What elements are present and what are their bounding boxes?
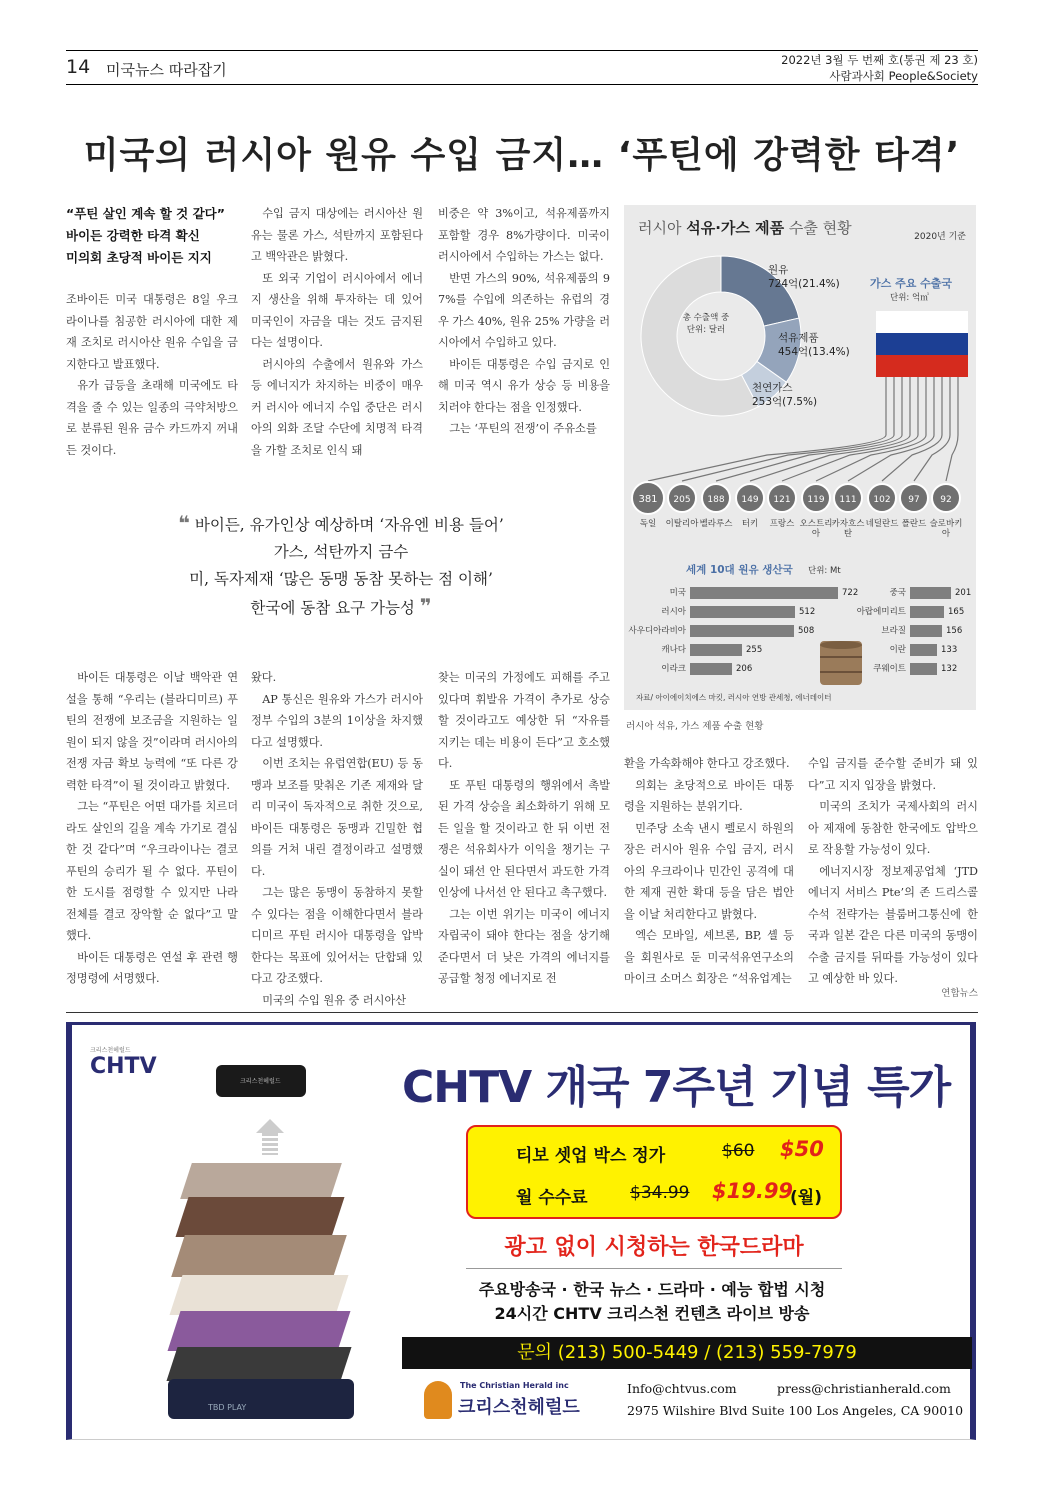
oil-value-label: 255 [746, 645, 763, 655]
oil-country-label: 쿠웨이트 [873, 664, 906, 674]
gas-export-country: 슬로바키아 [929, 519, 963, 539]
paragraph: 반면 가스의 90%, 석유제품의 97%를 수입에 의존하는 유럽의 경우 가스 40%, 원유 25% 가량을 러시아에서 수입하고 있다. [438, 271, 610, 349]
gas-export-title: 가스 주요 수출국 [870, 277, 953, 290]
oil-country-label: 미국 [669, 588, 686, 598]
slice-label-crude: 원유 724억(21.4%) [768, 264, 840, 290]
oil-country-label: 러시아 [661, 607, 686, 617]
oil-country-label: 사우디아라비아 [628, 626, 686, 636]
paragraph: 그는 “푸틴은 어떤 대가를 치르더라도 살인의 길을 계속 가기로 결심한 것 같다”며 “우크라이나는 결코 푸틴의 승리가 될 수 없다. 푸틴이 한 도시를 점령할 수 있지만 나라 전체를 결코 장악할 순 없다”고 말했다. [66, 800, 238, 942]
oil-value-label: 512 [799, 607, 816, 617]
connector-line [848, 377, 934, 481]
headline: 미국의 러시아 원유 수입 금지… ‘푸틴에 강력한 타격’ [83, 135, 961, 176]
oil-bar [910, 625, 942, 637]
christian-herald-logo: The Christian Herald inc 크리스천헤럴드 [424, 1377, 614, 1427]
article-column-2-top [251, 203, 423, 461]
paragraph: 환을 가속화해야 한다고 강조했다. [624, 757, 790, 770]
slice-label-gas: 천연가스 253억(7.5%) [752, 382, 818, 408]
gas-export-country: 벨라루스 [699, 519, 733, 529]
gas-export-value: 205 [667, 483, 697, 513]
paragraph: 그는 많은 동맹이 동참하지 못할 수 있다는 점을 이해한다면서 블라디미르 푸틴 러시아 대통령을 압박한다는 목표에 있어서는 단합돼 있다고 강조했다. [251, 886, 423, 985]
oil-bar [690, 663, 732, 675]
herald-logo-icon [424, 1381, 452, 1419]
paragraph: 민주당 소속 낸시 펠로시 하원의장은 러시아 원유 수입 금지, 러시아의 우크라이나 민간인 공격에 대한 제재 권한 확대 등을 담은 법안을 이날 처리한다고 밝혔다. [624, 821, 794, 921]
settop-box-image: 크리스천헤럴드 [216, 1065, 306, 1097]
pull-quote-line: 미, 독자제재 ‘많은 동맹 동참 못하는 점 이해’ [189, 570, 493, 588]
slice-label-products: 석유제품 454억(13.4%) [778, 332, 850, 358]
paragraph: 수입 금지를 준수할 준비가 돼 있다”고 지지 입장을 밝혔다. [808, 757, 978, 792]
ad-description-1: 주요방송국 · 한국 뉴스 · 드라마 · 예능 합법 시청 [478, 1280, 826, 1299]
subhead: 미의회 초당적 바이든 지지 [66, 250, 212, 265]
gas-export-country: 오스트리아 [799, 519, 833, 539]
infographic-title: 러시아 석유·가스 제품 수출 현황 [638, 219, 852, 237]
quote-open-icon: ❝ [178, 511, 190, 535]
gas-export-value: 188 [701, 483, 731, 513]
paragraph: 의회는 초당적으로 바이든 대통령을 지원하는 분위기다. [624, 778, 794, 813]
paragraph: 바이든 대통령은 수입 금지로 인해 미국 역시 유가 상승 등 비용을 치러야 한다는 점을 인정했다. [438, 357, 610, 414]
email-info[interactable]: Info@chtvus.com [627, 1381, 737, 1396]
subhead: 바이든 강력한 타격 확신 [66, 228, 200, 243]
header-rule-bottom [66, 84, 978, 85]
email-press[interactable]: press@christianherald.com [777, 1381, 951, 1396]
gas-export-value: 97 [899, 483, 929, 513]
paragraph: 엑슨 모바일, 셰브론, BP, 셸 등을 회원사로 둔 미국석유연구소의 마이크 소머스 회장은 “석유업계는 [624, 929, 794, 985]
article-column-3-top [438, 203, 610, 440]
advertisement[interactable] [66, 1022, 976, 1440]
drama-stack-image: TBD PLAY [168, 1163, 368, 1423]
gas-export-value: 92 [931, 483, 961, 513]
issue-info: 2022년 3월 두 번째 호(통권 제 23 호) [781, 53, 978, 67]
gas-export-country: 프랑스 [769, 519, 795, 529]
paragraph: 러시아의 수출에서 원유와 가스 등 에너지가 차지하는 비중이 매우 커 러시아 에너지 수입 중단은 러시아의 외화 조달 수단에 치명적 타격을 가할 조치로 인식 돼 [251, 357, 423, 457]
gas-export-value: 381 [631, 481, 665, 515]
ad-title: CHTV 개국 7주년 기념 특가 [402, 1062, 951, 1113]
gas-export-country: 네덜란드 [865, 519, 899, 529]
arrow-up-icon [256, 1119, 284, 1133]
oil-bar [910, 663, 937, 675]
infographic-caption: 러시아 석유, 가스 제품 수출 현황 [626, 721, 764, 732]
article-column-5-bottom [808, 753, 978, 990]
oil-value-label: 508 [798, 626, 815, 636]
oil-bar [910, 644, 937, 656]
paragraph: 또 푸틴 대통령의 행위에서 촉발된 가격 상승을 최소화하기 위해 모든 일을 할 것이라고 한 뒤 이번 전쟁은 석유회사가 이익을 챙기는 구실이 돼선 안 된다면서 과도한 가격 인상에 나서선 안 된다고 촉구했다. [438, 778, 610, 899]
paragraphs [66, 289, 238, 461]
article-column-2-bottom [251, 667, 423, 1011]
oil-country-label: 이라크 [661, 664, 686, 674]
article-column-3-bottom [438, 667, 610, 990]
paragraph: 왔다. [251, 671, 277, 684]
oil-barrel-icon [820, 641, 862, 685]
oil-bar [690, 644, 742, 656]
pull-quote-line: 한국에 동참 요구 가능성 [250, 599, 415, 617]
donut-center-label: 총 수출액 중 단위: 달러 [682, 313, 730, 335]
russian-flag-icon [876, 311, 968, 377]
oil-value-label: 156 [946, 626, 963, 636]
gas-export-country: 독일 [639, 519, 657, 529]
gas-export-value: 119 [801, 483, 831, 513]
oil-value-label: 206 [736, 664, 753, 674]
paragraph: 또 외국 기업이 러시아에서 에너지 생산을 위해 투자하는 데 있어 미국인이 자금을 대는 것도 금지된다는 설명이다. [251, 271, 423, 349]
oil-producers-title: 세계 10대 원유 생산국 [686, 564, 793, 576]
connector-line [946, 377, 958, 481]
paragraph: 찾는 미국의 가정에도 피해를 주고 있다며 휘발유 가격이 추가로 상승할 것이라고도 예상한 뒤 “자유를 지키는 데는 비용이 든다”고 호소했다. [438, 671, 610, 770]
oil-country-label: 이란 [889, 645, 906, 655]
oil-country-label: 브라질 [881, 626, 906, 636]
gas-export-unit: 단위: 억㎥ [890, 293, 929, 303]
pull-quote [66, 510, 616, 622]
ad-drama-tagline: 광고 없이 시청하는 한국드라마 [504, 1235, 804, 1260]
paragraph: 미국의 조치가 국제사회의 러시아 제재에 동참한 한국에도 압박으로 작용할 가능성이 있다. [808, 800, 978, 856]
byline: 연합뉴스 [941, 988, 978, 999]
ad-address: 2975 Wilshire Blvd Suite 100 Los Angeles, CA 90010 [627, 1403, 964, 1418]
article-column-1-top [66, 203, 238, 461]
oil-bar [690, 606, 795, 618]
chtv-logo: 크리스천헤럴드 CHTV [90, 1047, 157, 1079]
paragraph: 유가 급등을 초래해 미국에도 타격을 줄 수 있는 일종의 극약처방으로 분류된 원유 금수 카드까지 꺼내든 것이다. [66, 379, 238, 457]
oil-value-label: 722 [842, 588, 859, 598]
connector-line [882, 377, 942, 481]
paragraph: 이번 조치는 유럽연합(EU) 등 동맹과 보조를 맞춰온 기존 제재와 달리 미국이 독자적으로 취한 것으로, 바이든 대통령은 동맹과 긴밀한 협의를 거쳐 내린 결정이라고 설명했다. [251, 757, 423, 878]
ad-phone-bar[interactable]: 문의 (213) 500-5449 / (213) 559-7979 [402, 1337, 972, 1369]
gas-export-country: 이탈리아 [665, 519, 699, 529]
paragraph: 미국의 수입 원유 중 러시아산 [262, 993, 407, 1007]
infographic-source: 자료/ 아이에이치에스 마킷, 러시아 연방 관세청, 에너데이터 [636, 693, 832, 702]
ad-description-2: 24시간 CHTV 크리스천 컨텐츠 라이브 방송 [494, 1304, 810, 1323]
pull-quote-line: 가스, 석탄까지 금수 [273, 543, 409, 561]
gas-export-value: 149 [735, 483, 765, 513]
gas-export-value: 121 [767, 483, 797, 513]
gas-export-value: 111 [833, 483, 863, 513]
oil-bar [690, 587, 838, 599]
oil-value-label: 165 [948, 607, 965, 617]
price-box: 티보 셋업 박스 정가 $60 $50 월 수수료 $34.99 $19.99 (월) [466, 1125, 842, 1219]
gas-export-country: 카자흐스탄 [831, 519, 865, 539]
gas-export-country: 터키 [741, 519, 759, 529]
infographic [624, 205, 976, 710]
oil-bar [690, 625, 794, 637]
gas-export-value: 102 [867, 483, 897, 513]
paragraph: AP 통신은 원유와 가스가 러시아 정부 수입의 3분의 1이상을 차지했다고 설명했다. [251, 692, 423, 749]
paragraph: 조바이든 미국 대통령은 8일 우크라이나를 침공한 러시아에 대한 제재 조치로 러시아산 원유 수입을 금지한다고 발표했다. [66, 293, 238, 371]
page-number: 14 [66, 56, 91, 78]
article-column-1-bottom [66, 667, 238, 990]
oil-value-label: 133 [941, 645, 958, 655]
paragraph: 비중은 약 3%이고, 석유제품까지 포함할 경우 8%가량이다. 미국이 러시아에서 수입하는 가스는 없다. [438, 207, 610, 263]
oil-producers-unit: 단위: Mt [808, 566, 841, 576]
gas-export-connector-lines [624, 375, 976, 485]
paragraph: 바이든 대통령은 연설 후 관련 행정명령에 서명했다. [66, 950, 238, 985]
oil-bar [910, 606, 944, 618]
oil-bar [910, 587, 951, 599]
paragraph: 바이든 대통령은 이날 백악관 연설을 통해 “우리는 (블라디미르) 푸틴의 전쟁에 보조금을 지원하는 일원이 되지 않을 것”이라며 러시아의 전쟁 자금 확보 능력에 “또 다른 강력한 타격”이 될 것이라고 밝혔다. [66, 671, 238, 792]
ad-divider [466, 1268, 842, 1269]
arrow-stem [262, 1133, 278, 1155]
connector-line [914, 377, 950, 481]
quote-close-icon: ❞ [419, 594, 432, 618]
paragraph: 에너지시장 정보제공업체 ‘JTD 에너지 서비스 Pte’의 존 드리스콜 수석 전략가는 블룸버그통신에 한국과 일본 같은 다른 미국의 동맹이 수출 금지를 뒤따를 가능성이 있다고 예상한 바 있다. [808, 864, 978, 985]
connector-line [682, 377, 894, 481]
header-rule-top [66, 50, 978, 51]
article-column-4-bottom [624, 753, 794, 990]
subhead-list [66, 203, 238, 269]
subhead: “푸틴 살인 계속 할 것 같다” [66, 206, 225, 221]
year-note: 2020년 기준 [914, 232, 966, 242]
gas-export-country: 폴란드 [901, 519, 927, 529]
oil-country-label: 아랍에미리트 [856, 607, 906, 617]
paragraph: 그는 ‘푸틴의 전쟁’이 주유소를 [449, 422, 597, 435]
publication-name: 사람과사회 People&Society [829, 69, 978, 83]
pull-quote-line: 바이든, 유가인상 예상하며 ‘자유엔 비용 들어’ [194, 516, 504, 534]
section-title: 미국뉴스 따라잡기 [106, 61, 227, 79]
oil-country-label: 중국 [889, 588, 906, 598]
oil-value-label: 201 [955, 588, 972, 598]
paragraph: 그는 이번 위기는 미국이 에너지 자립국이 돼야 한다는 점을 상기해준다면서 더 낮은 가격의 에너지를 공급할 청정 에너지로 전 [438, 907, 610, 985]
ad-separator [66, 1012, 978, 1013]
oil-country-label: 캐나다 [661, 645, 686, 655]
paragraph: 수입 금지 대상에는 러시아산 원유는 물론 가스, 석탄까지 포함된다고 백악관은 밝혔다. [251, 207, 423, 263]
oil-value-label: 132 [941, 664, 958, 674]
